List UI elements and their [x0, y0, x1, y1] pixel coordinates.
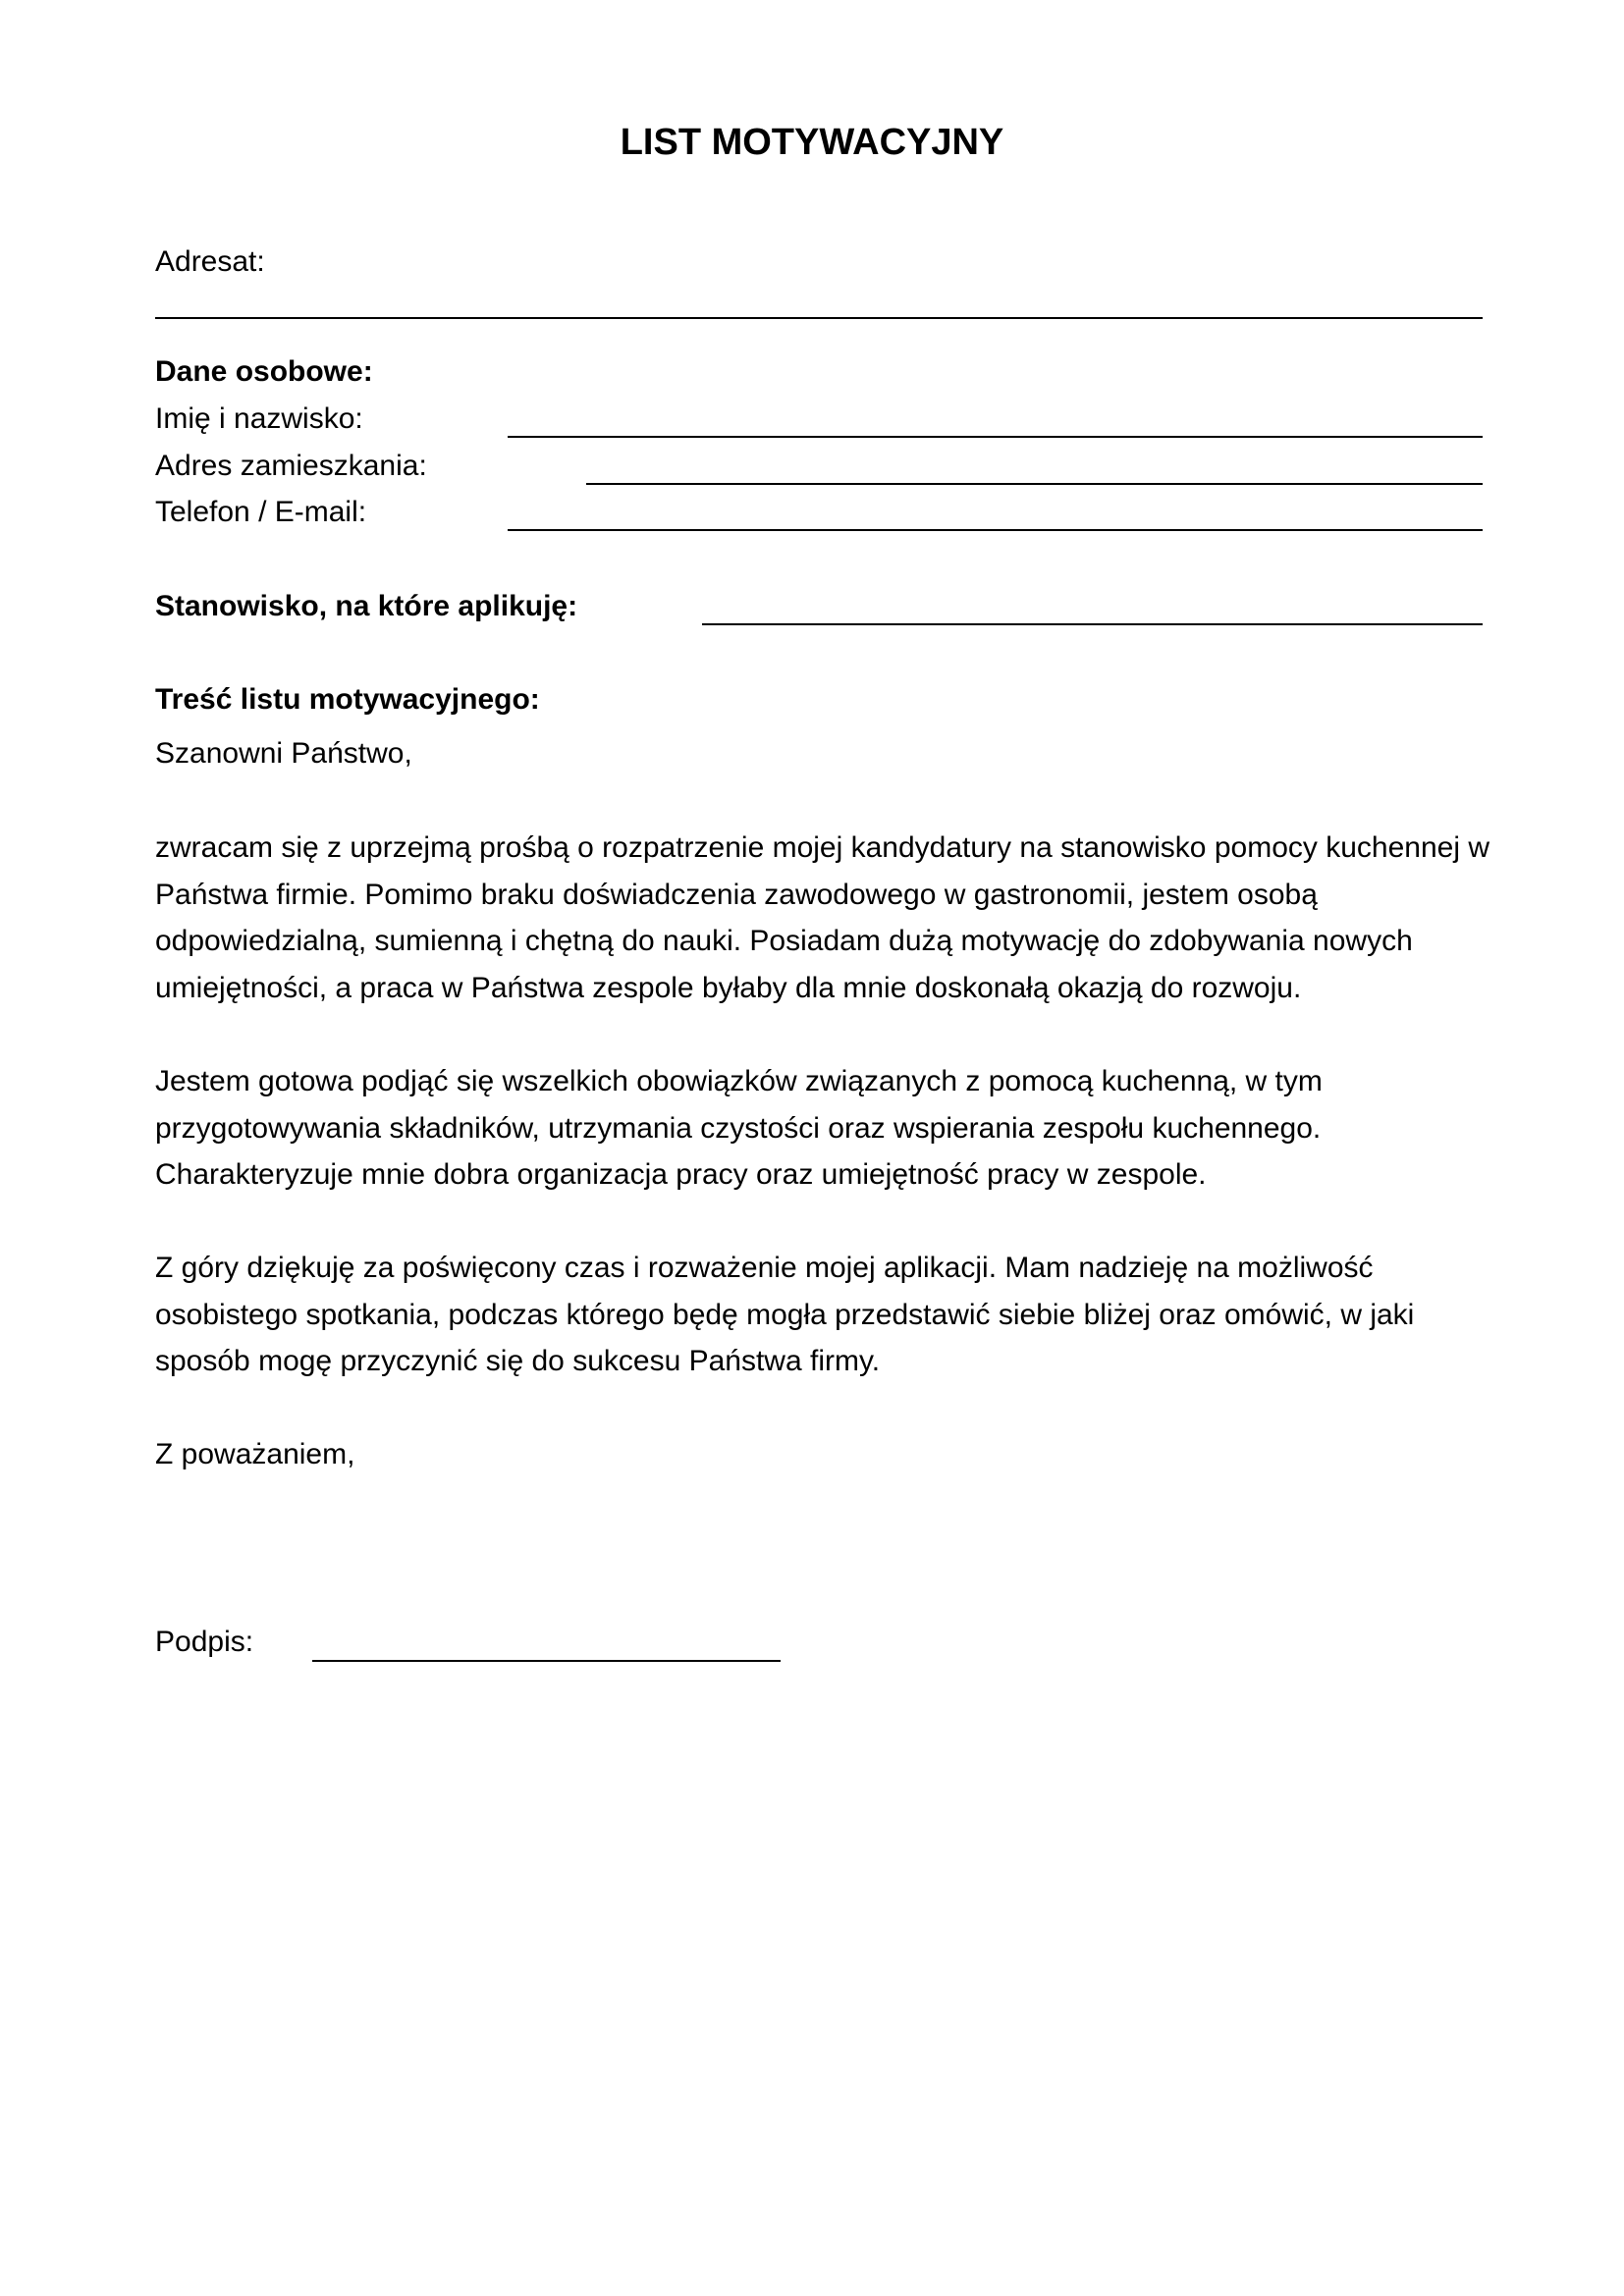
- personal-data-heading: Dane osobowe:: [155, 355, 373, 388]
- paragraph-2: [155, 1058, 1490, 1199]
- paragraph-1: [155, 825, 1490, 1011]
- address-line[interactable]: [586, 483, 1483, 485]
- signature-line[interactable]: [312, 1660, 781, 1662]
- paragraph-text: Z góry dziękuję za poświęcony czas i rozważenie mojej aplikacji. Mam nadzieję na możliwość osobistego spotkania, podczas którego będę mogła przedstawić siebie bliżej oraz omówić, w jaki sposób mogę przyczynić się do sukcesu Państwa firmy.: [155, 1252, 1415, 1377]
- paragraph-3: [155, 1245, 1490, 1385]
- addressee-line[interactable]: [155, 317, 1483, 319]
- contact-line[interactable]: [508, 529, 1483, 531]
- paragraph-text: Jestem gotowa podjąć się wszelkich obowiązków związanych z pomocą kuchenną, w tym przygotowywania składników, utrzymania czystości oraz wspierania zespołu kuchennego. Charakteryzuje mnie dobra organizacja pracy oraz umiejętność pracy w zespole.: [155, 1065, 1323, 1191]
- name-label: Imię i nazwisko:: [155, 402, 363, 435]
- name-line[interactable]: [508, 436, 1483, 438]
- address-label: Adres zamieszkania:: [155, 450, 427, 482]
- contact-label: Telefon / E-mail:: [155, 496, 367, 528]
- addressee-label: Adresat:: [155, 245, 265, 278]
- document-title: LIST MOTYWACYJNY: [620, 122, 1004, 163]
- position-label: Stanowisko, na które aplikuję:: [155, 590, 578, 622]
- content-heading: Treść listu motywacyjnego:: [155, 683, 540, 716]
- paragraph-text: zwracam się z uprzejmą prośbą o rozpatrzenie mojej kandydatury na stanowisko pomocy kuchennej w Państwa firmie. Pomimo braku doświadczenia zawodowego w gastronomii, jestem osobą odpowiedzialną, sumienną i chętną do nauki. Posiadam dużą motywację do zdobywania nowych umiejętności, a praca w Państwa zespole byłaby dla mnie doskonałą okazją do rozwoju.: [155, 831, 1489, 1004]
- position-line[interactable]: [702, 623, 1483, 625]
- salutation: Szanowni Państwo,: [155, 737, 412, 770]
- signature-label: Podpis:: [155, 1626, 254, 1658]
- closing: Z poważaniem,: [155, 1438, 355, 1470]
